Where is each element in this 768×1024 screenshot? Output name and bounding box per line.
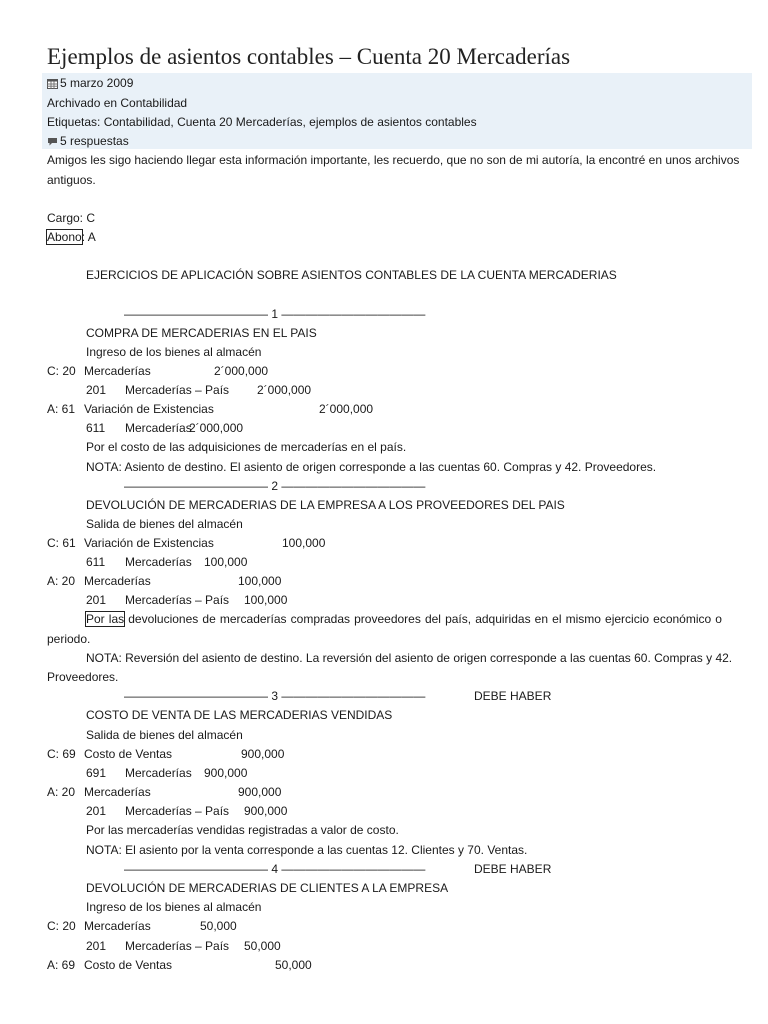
separator-3: ———————————— 3 ————————————: [124, 689, 426, 703]
entry-divisionary-code: 201: [86, 804, 107, 818]
entry-credit-account: Variación de Existencias: [84, 402, 214, 416]
entry-divisionary-amount: 900,000: [204, 766, 248, 780]
entry-divisionary-code: 611: [86, 555, 106, 569]
entry-divisionary-account: Mercaderías: [125, 555, 192, 569]
exercise-1-title: COMPRA DE MERCADERIAS EN EL PAIS: [86, 326, 317, 340]
abono-legend: [47, 230, 96, 245]
post-date-text: 5 marzo 2009: [60, 76, 134, 90]
post-date: [47, 76, 133, 93]
post-tags: Etiquetas: Contabilidad, Cuenta 20 Mercaderías, ejemplos de asientos contables: [47, 115, 477, 129]
section-heading: EJERCICIOS DE APLICACIÓN SOBRE ASIENTOS CONTABLES DE LA CUENTA MERCADERIAS: [86, 268, 617, 282]
exercise-3-note: NOTA: El asiento por la venta corresponde a las cuentas 12. Clientes y 70. Ventas.: [86, 843, 528, 857]
entry-charge-code: C: 20: [47, 364, 76, 378]
entry-charge-code: C: 61: [47, 536, 76, 550]
entry-divisionary-account: Mercaderías – País: [125, 383, 230, 397]
debit-credit-header: DEBE HABER: [474, 689, 552, 703]
entry-divisionary-amount: 900,000: [244, 804, 288, 818]
entry-divisionary-code: 691: [86, 766, 107, 780]
exercise-1-gloss: Por el costo de las adquisiciones de mercaderías en el país.: [86, 440, 407, 454]
entry-credit-amount: 50,000: [275, 958, 312, 972]
entry-charge-account: Mercaderías: [84, 919, 151, 933]
entry-credit-amount: 900,000: [238, 785, 282, 799]
entry-charge-code: C: 69: [47, 747, 76, 761]
exercise-3-subtitle: Salida de bienes del almacén: [86, 728, 243, 742]
entry-divisionary-amount: 50,000: [244, 939, 281, 953]
entry-divisionary-account: Mercaderías – País: [125, 593, 230, 607]
boxed-phrase: Por las: [86, 612, 125, 626]
entry-charge-code: C: 20: [47, 919, 76, 933]
archived-in: Archivado en Contabilidad: [47, 96, 188, 110]
entry-charge-amount: 50,000: [200, 919, 237, 933]
entry-divisionary-amount: 100,000: [244, 593, 288, 607]
entry-divisionary-code: 201: [86, 383, 107, 397]
entry-divisionary-amount: 2´000,000: [257, 383, 312, 397]
entry-charge-amount: 900,000: [241, 747, 285, 761]
exercise-2-gloss: [86, 612, 722, 627]
exercise-3-title: COSTO DE VENTA DE LAS MERCADERIAS VENDIDAS: [86, 708, 393, 722]
entry-credit-code: A: 20: [47, 574, 76, 588]
post-meta-box: [42, 73, 752, 149]
calendar-icon: [47, 78, 58, 93]
page-title: Ejemplos de asientos contables – Cuenta 20 Mercaderías: [47, 44, 571, 69]
entry-credit-code: A: 69: [47, 958, 76, 972]
entry-credit-account: Costo de Ventas: [84, 958, 173, 972]
intro-line-2: antiguos.: [47, 173, 96, 187]
separator-4: ———————————— 4 ————————————: [124, 862, 426, 876]
exercise-4-title: DEVOLUCIÓN DE MERCADERIAS DE CLIENTES A LA EMPRESA: [86, 881, 449, 895]
entry-divisionary-account: Mercaderías: [125, 421, 192, 435]
exercise-2-note-cont: Proveedores.: [47, 670, 119, 684]
entry-credit-account: Mercaderías: [84, 785, 151, 799]
entry-divisionary-code: 201: [86, 593, 107, 607]
comment-bubble-icon: [47, 136, 58, 151]
entry-credit-code: A: 20: [47, 785, 76, 799]
debit-credit-header: DEBE HABER: [474, 862, 552, 876]
gloss-rest: devoluciones de mercaderías compradas proveedores del país, adquiridas en el mismo ejercicio económico o: [124, 612, 722, 626]
abono-value: : A: [81, 230, 96, 244]
exercise-3-gloss: Por las mercaderías vendidas registradas a valor de costo.: [86, 823, 399, 837]
entry-divisionary-account: Mercaderías – País: [125, 939, 230, 953]
entry-divisionary-code: 201: [86, 939, 107, 953]
entry-charge-amount: 100,000: [282, 536, 326, 550]
abono-word: Abono: [47, 230, 82, 244]
separator-2: ———————————— 2 ————————————: [124, 479, 426, 493]
entry-credit-account: Mercaderías: [84, 574, 151, 588]
entry-charge-amount: 2´000,000: [214, 364, 269, 378]
exercise-1-subtitle: Ingreso de los bienes al almacén: [86, 345, 262, 359]
comments-count: 5 respuestas: [60, 134, 129, 148]
exercise-1-note: NOTA: Asiento de destino. El asiento de origen corresponde a las cuentas 60. Compras y 42. Proveedores.: [86, 460, 657, 474]
entry-divisionary-account: Mercaderías: [125, 766, 192, 780]
entry-credit-code: A: 61: [47, 402, 76, 416]
entry-divisionary-amount: 100,000: [204, 555, 248, 569]
entry-credit-amount: 2´000,000: [319, 402, 374, 416]
intro-line-1: Amigos les sigo haciendo llegar esta información importante, les recuerdo, que no son de mi autoría, la encontré en unos archivos: [47, 153, 740, 167]
entry-charge-account: Costo de Ventas: [84, 747, 173, 761]
comments-link[interactable]: [47, 134, 129, 151]
exercise-2-title: DEVOLUCIÓN DE MERCADERIAS DE LA EMPRESA A LOS PROVEEDORES DEL PAIS: [86, 498, 565, 512]
exercise-2-note: NOTA: Reversión del asiento de destino. La reversión del asiento de origen corresponde a las cuentas 60. Compras y 42.: [86, 651, 733, 665]
exercise-2-subtitle: Salida de bienes del almacén: [86, 517, 243, 531]
entry-divisionary-account: Mercaderías – País: [125, 804, 230, 818]
entry-charge-account: Mercaderías: [84, 364, 151, 378]
exercise-2-gloss-cont: periodo.: [47, 632, 91, 646]
entry-charge-account: Variación de Existencias: [84, 536, 214, 550]
separator-1: ———————————— 1 ————————————: [124, 307, 426, 321]
entry-divisionary-amount: 2´000,000: [189, 421, 244, 435]
entry-credit-amount: 100,000: [238, 574, 282, 588]
exercise-4-subtitle: Ingreso de los bienes al almacén: [86, 900, 262, 914]
entry-divisionary-code: 611: [86, 421, 106, 435]
cargo-legend: Cargo: C: [47, 211, 96, 225]
